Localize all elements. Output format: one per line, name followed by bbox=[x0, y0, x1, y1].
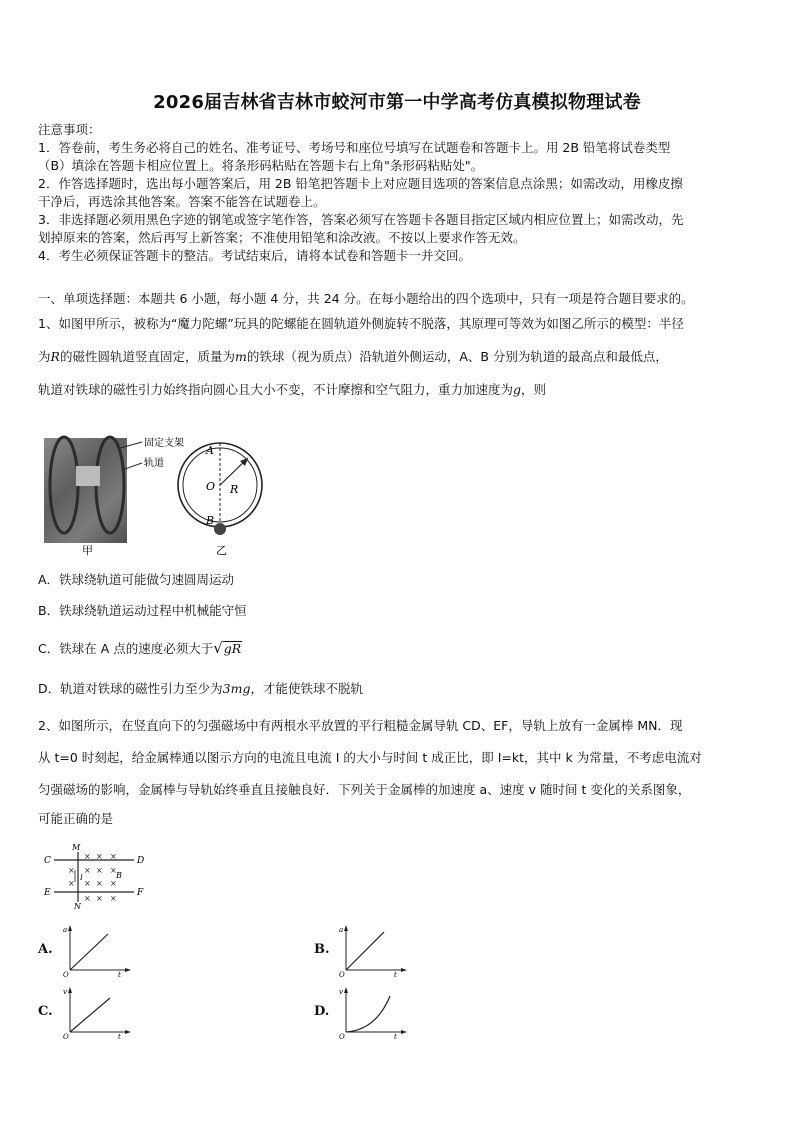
track-left-shape bbox=[50, 437, 78, 533]
q1-option-d[interactable] bbox=[38, 681, 363, 697]
q1-text-part: 轨道对铁球的磁性引力始终指向圆心且大小不变，不计摩擦和空气阻力，重力加速度为 bbox=[38, 382, 514, 397]
y-axis-label: v bbox=[63, 988, 67, 996]
label-I: I bbox=[80, 874, 83, 882]
origin-label: O bbox=[339, 971, 345, 977]
x-axis-label: t bbox=[118, 1033, 121, 1039]
q1-math-m: m bbox=[234, 349, 247, 364]
y-axis-label: a bbox=[63, 926, 68, 934]
q1-text-part: ，则 bbox=[521, 382, 547, 397]
q1-text bbox=[38, 349, 760, 365]
q1-text bbox=[38, 382, 760, 398]
svg-text:×: × bbox=[96, 879, 103, 888]
q2-option-c-label[interactable]: C. bbox=[38, 1004, 53, 1019]
q2-rails-figure bbox=[40, 840, 160, 910]
track-right-shape bbox=[96, 437, 124, 533]
section-heading: 一、单项选择题：本题共 6 小题，每小题 4 分，共 24 分。在每小题给出的四个选项中，只有一项是符合题目要求的。 bbox=[38, 291, 694, 306]
svg-text:×: × bbox=[68, 879, 75, 888]
label-O: O bbox=[206, 480, 216, 493]
label-C: C bbox=[44, 856, 51, 866]
q1-option-b[interactable]: B．铁球绕轨道运动过程中机械能守恒 bbox=[38, 603, 247, 618]
q2-graph-a[interactable] bbox=[60, 922, 140, 977]
label-D: D bbox=[137, 856, 145, 866]
q1-option-a[interactable]: A．铁球绕轨道可能做匀速圆周运动 bbox=[38, 572, 235, 587]
svg-text:×: × bbox=[110, 879, 117, 888]
svg-text:×: × bbox=[84, 852, 91, 861]
graph-curve-line bbox=[70, 934, 108, 970]
q1-option-d-text: D．轨道对铁球的磁性引力至少为 bbox=[38, 681, 223, 696]
q1-text: 1、如图甲所示，被称为“魔力陀螺”玩具的陀螺能在圆轨道外侧旋转不脱落，其原理可等效为如图乙所示的模型：半径 bbox=[38, 316, 684, 331]
q2-text: 从 t=0 时刻起，给金属棒通以图示方向的电流且电流 I 的大小与时间 t 成正比，即 I=kt，其中 k 为常量，不考虑电流对 bbox=[38, 750, 702, 765]
origin-label: O bbox=[63, 1033, 69, 1039]
q2-option-d-label[interactable]: D. bbox=[314, 1004, 330, 1019]
origin-label: O bbox=[339, 1033, 345, 1039]
x-arrow-icon bbox=[125, 968, 131, 972]
y-arrow-icon bbox=[344, 987, 348, 993]
svg-text:×: × bbox=[96, 866, 103, 875]
notice-heading: 注意事项： bbox=[38, 122, 101, 137]
svg-text:×: × bbox=[110, 852, 117, 861]
svg-text:×: × bbox=[68, 866, 75, 875]
graph-curve-line bbox=[70, 998, 110, 1032]
label-support: 固定支架 bbox=[144, 438, 184, 449]
label-F: F bbox=[137, 888, 144, 898]
q2-graph-c[interactable] bbox=[60, 984, 140, 1039]
y-axis-label: a bbox=[339, 926, 344, 934]
top-toy-shape bbox=[76, 466, 100, 486]
label-track: 轨道 bbox=[144, 458, 164, 469]
sqrt-icon: √ bbox=[213, 639, 223, 657]
q2-option-a-label[interactable]: A. bbox=[38, 942, 53, 957]
svg-text:×: × bbox=[84, 866, 91, 875]
svg-text:×: × bbox=[84, 894, 91, 903]
q1-math-R: R bbox=[50, 349, 60, 364]
graph-curve-line bbox=[346, 932, 384, 970]
label-E: E bbox=[44, 888, 51, 898]
label-N: N bbox=[74, 902, 81, 910]
q1-option-c-text: C．铁球在 A 点的速度必须大于 bbox=[38, 641, 214, 656]
q1-text-part: 的铁球（视为质点）沿轨道外侧运动，A、B 分别为轨道的最高点和最低点， bbox=[246, 349, 668, 364]
svg-text:×: × bbox=[96, 852, 103, 861]
q1-math-g: g bbox=[513, 382, 522, 397]
svg-text:×: × bbox=[84, 879, 91, 888]
q1-option-c[interactable] bbox=[38, 640, 242, 657]
y-axis-label: v bbox=[339, 988, 343, 996]
q1-figure bbox=[40, 428, 280, 560]
x-axis-label: t bbox=[118, 971, 121, 977]
x-axis-label: t bbox=[394, 1033, 397, 1039]
q1-text-part: 的磁性圆轨道竖直固定，质量为 bbox=[59, 349, 235, 364]
notice-line: 干净后，再选涂其他答案。答案不能答在试题卷上。 bbox=[38, 194, 326, 209]
q2-text: 匀强磁场的影响，金属棒与导轨始终垂直且接触良好．下列关于金属棒的加速度 a、速度 v 随时间 t 变化的关系图象， bbox=[38, 782, 691, 797]
label-yi: 乙 bbox=[216, 544, 227, 557]
support-pointer-line bbox=[120, 442, 142, 448]
svg-text:×: × bbox=[96, 894, 103, 903]
q1-text-part: 为 bbox=[38, 349, 51, 364]
q2-graph-b[interactable] bbox=[336, 922, 416, 977]
y-arrow-icon bbox=[68, 987, 72, 993]
q1-option-d-math: 3mg bbox=[222, 681, 251, 696]
x-arrow-icon bbox=[401, 968, 407, 972]
y-arrow-icon bbox=[344, 925, 348, 931]
svg-text:×: × bbox=[110, 866, 117, 875]
q1-option-d-text: ，才能使铁球不脱轨 bbox=[250, 681, 363, 696]
notice-line: 1．答卷前，考生务必将自己的姓名、准考证号、考场号和座位号填写在试题卷和答题卡上。用 2B 铅笔将试卷类型 bbox=[38, 140, 671, 155]
q2-graph-d[interactable] bbox=[336, 984, 416, 1039]
iron-ball-shape bbox=[214, 523, 226, 535]
page-title: 2026届吉林省吉林市蛟河市第一中学高考仿真模拟物理试卷 bbox=[153, 92, 641, 113]
label-M: M bbox=[72, 843, 81, 852]
notice-line: 4．考生必须保证答题卡的整洁。考试结束后，请将本试卷和答题卡一并交回。 bbox=[38, 248, 471, 263]
graph-curve-line bbox=[346, 996, 390, 1032]
label-R: R bbox=[230, 483, 239, 496]
x-arrow-icon bbox=[125, 1030, 131, 1034]
notice-line: 划掉原来的答案，然后再写上新答案；不准使用铅笔和涂改液。不按以上要求作答无效。 bbox=[38, 230, 526, 245]
track-pointer-line bbox=[122, 463, 142, 470]
label-A: A bbox=[206, 444, 214, 457]
x-axis-label: t bbox=[394, 971, 397, 977]
notice-line: 3．非选择题必须用黑色字迹的钢笔或签字笔作答，答案必须写在答题卡各题目指定区域内相应位置上；如需改动，先 bbox=[38, 212, 684, 227]
q2-text: 可能正确的是 bbox=[38, 811, 114, 826]
x-arrow-icon bbox=[401, 1030, 407, 1034]
q2-option-b-label[interactable]: B. bbox=[314, 942, 330, 957]
notice-line: （B）填涂在答题卡相应位置上。将条形码粘贴在答题卡右上角"条形码粘贴处"。 bbox=[38, 158, 484, 173]
q1-option-c-math: gR bbox=[223, 641, 242, 656]
origin-label: O bbox=[63, 971, 69, 977]
q2-text: 2、如图所示，在竖直向下的匀强磁场中有两根水平放置的平行粗糙金属导轨 CD、EF，导轨上放有一金属棒 MN．现 bbox=[38, 718, 683, 733]
label-B: B bbox=[206, 514, 215, 527]
svg-text:×: × bbox=[110, 894, 117, 903]
label-jia: 甲 bbox=[82, 544, 93, 557]
y-arrow-icon bbox=[68, 925, 72, 931]
notice-line: 2．作答选择题时，选出每小题答案后，用 2B 铅笔把答题卡上对应题目选项的答案信息点涂黑；如需改动，用橡皮擦 bbox=[38, 176, 683, 191]
label-B-field: B bbox=[116, 871, 122, 880]
